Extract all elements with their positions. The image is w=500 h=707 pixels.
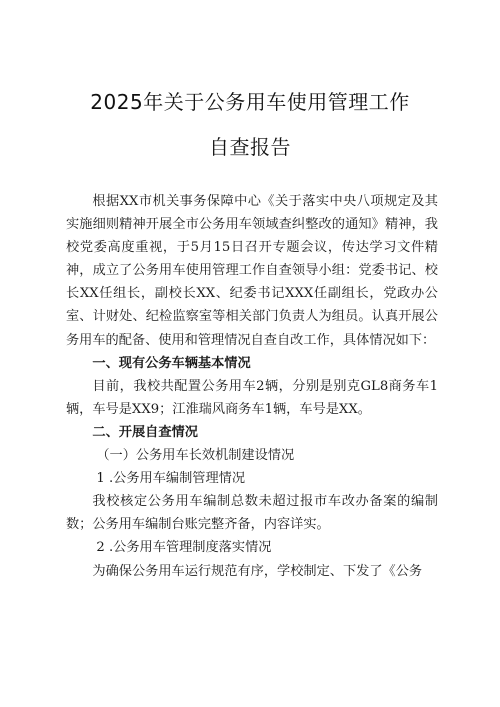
section-1-paragraph: 目前，我校共配置公务用车2辆，分别是别克GL8商务车1辆，车号是XX9；江淮瑞风商务车1辆，车号是XX。 — [66, 378, 438, 417]
subsection-1-heading: （一）公务用车长效机制建设情况 — [96, 448, 295, 464]
intro-paragraph: 根据XX市机关事务保障中心《关于落实中央八项规定及其实施细则精神开展全市公务用车领域查纠整改的通知》精神，我校党委高度重视，于5月15日召开专题会议，传达学习文件精神，成立了公务用车使用管理工作自查领导小组：党委书记、校长XX任组长，副校长XX、纪委书记XXX任副组长，党政办公室、计财处、纪检监察室等相关部门负责人为组员。认真开展公务用车的配备、使用和管理情况自查自改工作，具体情况如下： — [66, 194, 438, 348]
item-1-paragraph: 我校核定公务用车编制总数未超过报市车改办备案的编制数；公务用车编制台账完整齐备，内容详实。 — [66, 494, 438, 533]
item-2-paragraph: 为确保公务用车运行规范有序，学校制定、下发了《公务 — [92, 563, 423, 579]
section-2-heading: 二、开展自查情况 — [92, 424, 198, 440]
item-1-heading: 1 .公务用车编制管理情况 — [96, 471, 246, 487]
item-2-heading: 2 .公务用车管理制度落实情况 — [96, 540, 272, 556]
section-1-heading: 一、现有公务车辆基本情况 — [92, 355, 251, 371]
document-body — [66, 190, 438, 583]
document-title-line-1: 2025年关于公务用车使用管理工作 — [90, 90, 410, 114]
document-title-line-2: 自查报告 — [209, 135, 291, 159]
